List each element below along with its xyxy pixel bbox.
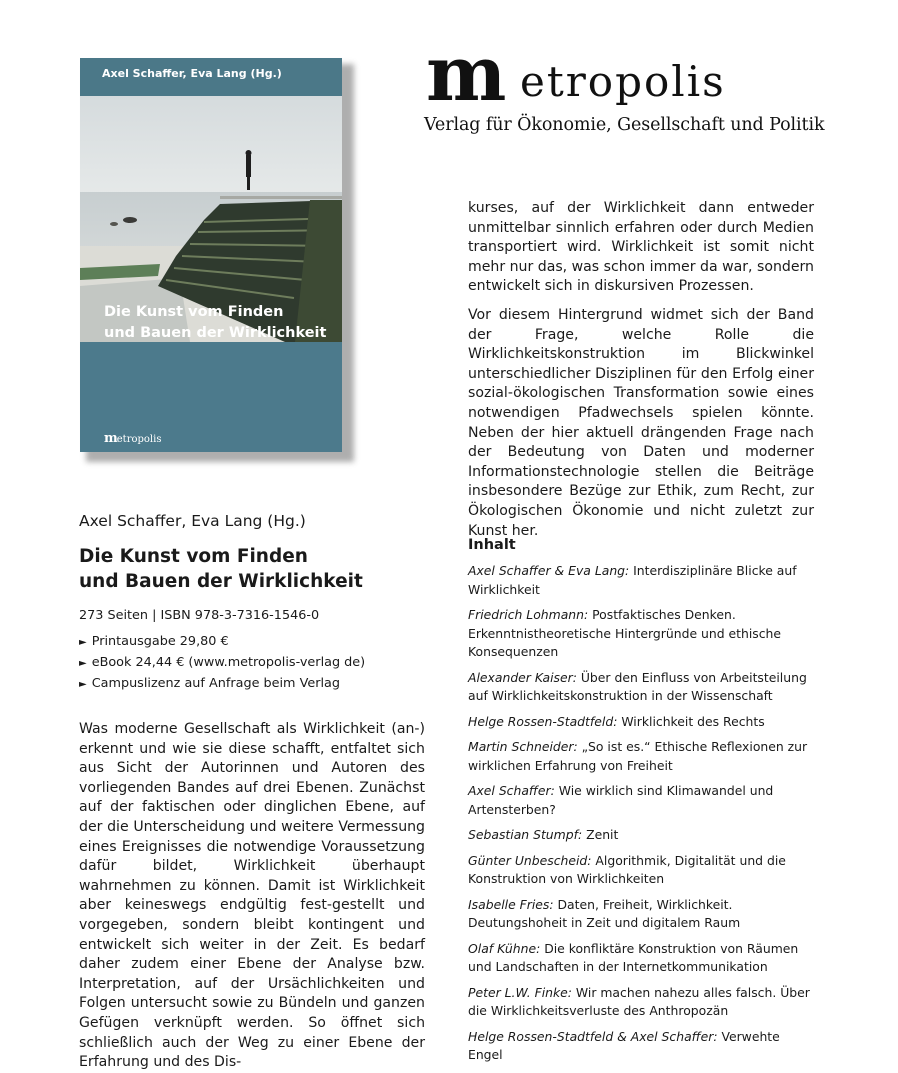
book-meta: 273 Seiten | ISBN 978-3-7316-1546-0 <box>79 608 320 623</box>
toc-entry <box>468 669 816 706</box>
table-of-contents <box>468 537 816 1072</box>
price-item <box>79 634 439 649</box>
cover-logo-rest: etropolis <box>116 434 162 445</box>
toc-entry <box>468 896 816 933</box>
toc-entry-title: „So ist es.“ Ethische Reflexionen zur wirklichen Erfahrung von Freiheit <box>468 739 808 773</box>
description-paragraph-0: Was moderne Gesellschaft als Wirklichkeit (an-) erkennt und wie sie diese schafft, entfaltet sich aus Sicht der Autorinnen und Autoren des vorliegenden Bandes auf drei Ebenen. Zunächst auf der faktischen oder dinglichen Ebene, auf der die Unterscheidung und weitere Vermessung eines Ereignisses die notwendige Voraussetzung dafür bildet, Wirklichkeit überhaupt wahrnehmen zu können. Damit ist Wirklichkeit aber keineswegs endgültig fest-gestellt und vorgegeben, sondern bleibt kontingent und entwickelt sich weiter in der Zeit. Es bedarf daher zudem einer Ebene der Analyse bzw. Interpretation, auf der Ursächlichkeiten und Folgen untersucht sowie zu Bündeln und ganzen Gefügen verknüpft werden. So öffnet sich schließlich auch der Weg zu einer Ebene der Erfahrung und des Dis- <box>79 721 425 1071</box>
toc-entry-author: Helge Rossen-Stadtfeld & Axel Schaffer: <box>468 1028 718 1044</box>
toc-entry-author: Helge Rossen-Stadtfeld: <box>468 713 618 729</box>
cover-authors: Axel Schaffer, Eva Lang (Hg.) <box>102 67 282 80</box>
toc-entry <box>468 713 816 732</box>
book-authors: Axel Schaffer, Eva Lang (Hg.) <box>79 512 306 530</box>
publisher-logo-rest: etropolis <box>520 57 726 106</box>
toc-entry-author: Olaf Kühne: <box>468 940 541 956</box>
cover-title-line2: und Bauen der Wirklichkeit <box>104 325 327 341</box>
toc-entry <box>468 984 816 1021</box>
book-title <box>79 544 439 594</box>
toc-entry-author: Peter L.W. Finke: <box>468 984 572 1000</box>
description-paragraph-2: Vor diesem Hintergrund widmet sich der Band der Frage, welche Rolle die Wirklichkeitskonstruktion im Blickwinkel unterschiedlicher Disziplinen für den Erfolg einer sozial-ökologischen Transformation sowie eines notwendigen Pfadwechsels spielen könnte. Neben der hier aktuell drängenden Frage nach der Bedeutung von Daten und moderner Informationstechnologie stellen die Beiträge insbesondere Bezüge zur Ethik, zum Recht, zur Ökologischen Ökonomie und nicht zuletzt zur Kunst her. <box>468 306 814 539</box>
price-item <box>79 655 439 670</box>
triangle-right-icon: ► <box>79 679 87 690</box>
cover-title <box>104 302 334 344</box>
toc-entry-title: Postfaktisches Denken. Erkenntnistheoretische Hintergründe und ethische Konsequenzen <box>468 607 782 659</box>
toc-entry-title: Interdisziplinäre Blicke auf Wirklichkeit <box>468 563 797 597</box>
toc-entry-author: Friedrich Lohmann: <box>468 607 589 622</box>
book-title-line1: Die Kunst vom Finden <box>79 546 308 567</box>
toc-entry-author: Axel Schaffer: <box>468 783 555 798</box>
price-item-label: Printausgabe 29,80 € <box>91 634 229 649</box>
toc-entry-title: Wie wirklich sind Klimawandel und Artensterben? <box>468 783 774 817</box>
book-cover <box>80 58 342 452</box>
toc-entry-title: Algorithmik, Digitalität und die Konstruktion von Wirklichkeiten <box>468 852 786 886</box>
toc-entry-author: Martin Schneider: <box>468 739 578 754</box>
toc-entry <box>468 826 816 845</box>
description-paragraph-1: kurses, auf der Wirklichkeit dann entweder unmittelbar sinnlich erfahren oder durch Medien transportiert wird. Wirklichkeit ist somit nicht mehr nur das, was schon immer da war, sondern entwickelt sich in diskursiven Prozessen. <box>468 200 814 295</box>
cover-header-band <box>80 58 342 96</box>
triangle-right-icon: ► <box>79 658 87 669</box>
toc-entry <box>468 738 816 775</box>
toc-entry <box>468 1028 816 1065</box>
price-item-label: Campuslizenz auf Anfrage beim Verlag <box>91 676 341 691</box>
toc-entry-title: Über den Einfluss von Arbeitsteilung auf Wirklichkeitskonstruktion in der Wissenschaft <box>468 669 807 703</box>
publisher-logo-m: m <box>426 29 501 118</box>
toc-entry <box>468 606 816 662</box>
publisher-tagline: Verlag für Ökonomie, Gesellschaft und Politik <box>424 115 825 135</box>
toc-entry-author: Sebastian Stumpf: <box>468 827 583 842</box>
toc-heading: Inhalt <box>468 537 516 553</box>
cover-logo-m: m <box>104 431 117 446</box>
price-list <box>79 634 439 691</box>
description-left-column <box>79 720 425 1073</box>
toc-entry <box>468 562 816 599</box>
price-item-label: eBook 24,44 € (www.metropolis-verlag de) <box>91 655 366 670</box>
toc-entry-author: Alexander Kaiser: <box>468 669 577 685</box>
cover-title-line1: Die Kunst vom Finden <box>104 304 284 320</box>
description-right-column <box>468 199 814 550</box>
cover-publisher-logo <box>104 431 161 446</box>
toc-entry-title: Zenit <box>582 827 619 842</box>
toc-entry-title: Verwehte Engel <box>468 1028 780 1062</box>
toc-entry <box>468 782 816 819</box>
price-item <box>79 676 439 691</box>
toc-entry-title: Wirklichkeit des Rechts <box>617 713 765 729</box>
book-title-line2: und Bauen der Wirklichkeit <box>79 571 363 592</box>
toc-entry-title: Wir machen nahezu alles falsch. Über die Wirklichkeitsverluste des Anthropozän <box>468 984 810 1018</box>
toc-entry-author: Axel Schaffer & Eva Lang: <box>468 563 630 578</box>
toc-entry-author: Isabelle Fries: <box>468 896 554 912</box>
toc-entry <box>468 852 816 889</box>
book-info <box>79 512 439 697</box>
toc-entry-author: Günter Unbescheid: <box>468 852 592 868</box>
triangle-right-icon: ► <box>79 637 87 648</box>
toc-entry <box>468 940 816 977</box>
toc-entry-title: Die konfliktäre Konstruktion von Räumen und Landschaften in der Internetkommunikation <box>468 940 799 974</box>
toc-entry-title: Daten, Freiheit, Wirklichkeit. Deutungshoheit in Zeit und digitalem Raum <box>468 896 741 930</box>
